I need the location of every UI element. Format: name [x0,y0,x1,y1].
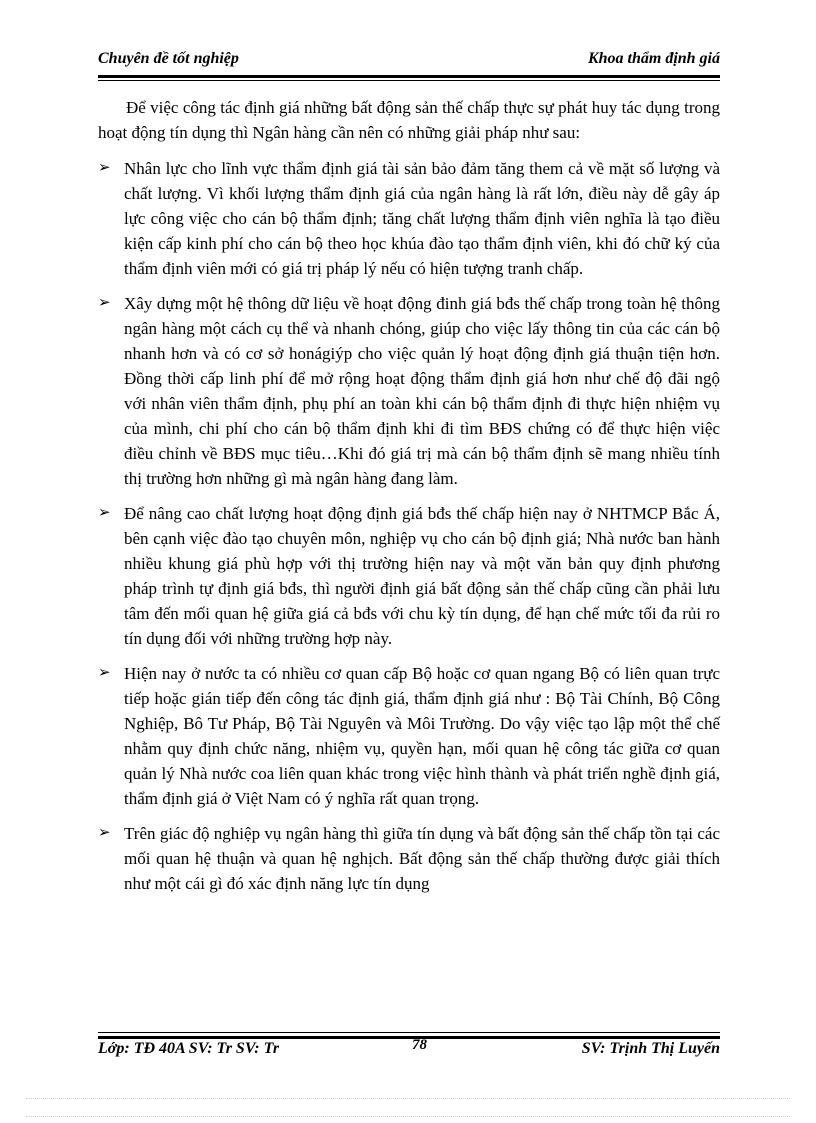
list-item-text: Để nâng cao chất lượng hoạt động định giá bđs thế chấp hiện nay ở NHTMCP Bắc Á, bên cạnh việc đào tạo chuyên môn, nghiệp vụ cho cán bộ định giá; Nhà nước ban hành nhiều khung giá phù hợp với thị trường hiện nay và một văn bản quy định phương pháp trình tự định giá bđs, thì người định giá bất động sản thế chấp cũng cần phải lưu tâm đến mối quan hệ giữa giá cả bđs với chu kỳ tín dụng, để hạn chế mức tối đa rủi ro tín dụng đối với những trường hợp này. [124,504,720,648]
footer-rule-thick [98,1036,720,1039]
page-body [98,95,720,906]
arrow-bullet-icon: ➢ [98,665,111,681]
list-item [98,661,720,811]
list-item [98,156,720,281]
list-item-text: Trên giác độ nghiệp vụ ngân hàng thì giữa tín dụng và bất động sản thế chấp tồn tại các mối quan hệ thuận và quan hệ nghịch. Bất động sản thế chấp thường được giải thích như một cái gì đó xác định năng lực tín dụng [124,824,720,893]
page-footer [98,1037,720,1064]
dotted-divider [26,1098,790,1099]
header-course-title: Chuyên đề tốt nghiệp [98,50,239,67]
header-rule-thin [98,80,720,81]
page-number: 78 [412,1037,427,1053]
footer-class-info: Lớp: TĐ 40A SV: Tr SV: Tr [98,1040,280,1057]
intro-paragraph: Để việc công tác định giá những bất động sản thế chấp thực sự phát huy tác dụng trong hoạt động tín dụng thì Ngân hàng cần nên có những giải pháp như sau: [98,98,720,142]
list-item [98,501,720,651]
list-item [98,291,720,491]
list-item-text: Xây dựng một hệ thông dữ liệu về hoạt động đinh giá bđs thế chấp trong toàn hệ thông ngân hàng một cách cụ thể và nhanh chóng, giúp cho việc lấy thông tin của các cán bộ nhanh hơn và có cơ sở honágiýp cho việc quản lý hoạt động định giá thuận tiện hơn. Đồng thời cấp linh phí để mở rộng hoạt động thẩm định giá hơn như chế độ đãi ngộ với nhân viên thẩm định, phụ phí an toàn khi cán bộ thẩm định đi thực hiện nhiệm vụ của mình, chi phí cho cán bộ thẩm định khi đi tìm BĐS chứng có để thực hiện việc điều chỉnh về BĐS mục tiêu…Khi đó giá trị mà cán bộ thẩm định sẽ mang nhiều tính thị trường hơn những gì mà ngân hàng đang làm. [124,294,720,488]
footer-student-name: SV: Trịnh Thị Luyến [581,1040,720,1057]
page-header [98,48,720,74]
arrow-bullet-icon: ➢ [98,825,111,841]
list-item [98,821,720,896]
arrow-bullet-icon: ➢ [98,505,111,521]
list-item-text: Nhân lực cho lĩnh vực thẩm định giá tài sản bảo đảm tăng them cả về mặt số lượng và chất lượng. Vì khối lượng thẩm định giá của ngân hàng là rất lớn, điều này dễ gây áp lực công việc cho cán bộ thẩm định; tăng chất lượng thẩm định viên nghĩa là tạo điều kiện cấp kinh phí cho cán bộ theo học khúa đào tạo thẩm định viên, khi đó chữ ký của thẩm định viên mới có giá trị pháp lý nếu có hiện tượng tranh chấp. [124,159,720,278]
header-faculty: Khoa thẩm định giá [587,50,720,67]
arrow-bullet-icon: ➢ [98,160,111,176]
header-rule-thick [98,75,720,78]
solution-list [98,156,720,896]
arrow-bullet-icon: ➢ [98,295,111,311]
dotted-divider [26,1116,790,1117]
footer-rule-thin [98,1032,720,1033]
list-item-text: Hiện nay ở nước ta có nhiều cơ quan cấp Bộ hoặc cơ quan ngang Bộ có liên quan trực tiếp hoặc gián tiếp đến công tác định giá, thẩm định giá như : Bộ Tài Chính, Bộ Công Nghiệp, Bô Tư Pháp, Bộ Tài Nguyên và Môi Trường. Do vậy việc tạo lập một thể chế nhằm quy định chức năng, nhiệm vụ, quyền hạn, mối quan hệ công tác giữa cơ quan quản lý Nhà nước coa liên quan khác trong việc hình thành và phát triển nghề định giá, thẩm định giá ở Việt Nam có ý nghĩa rất quan trọng. [124,664,720,808]
